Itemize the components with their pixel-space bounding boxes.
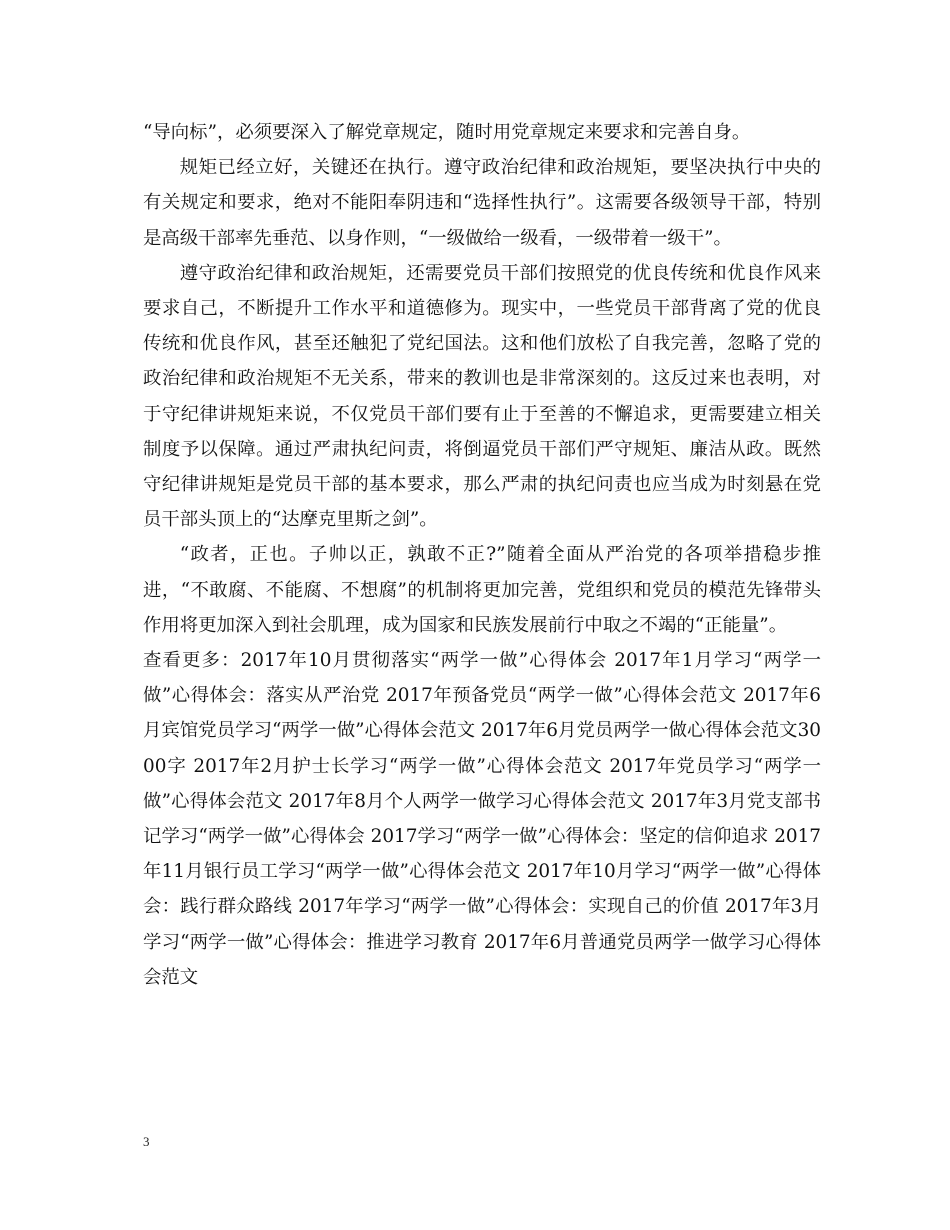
paragraph-party-tradition: 遵守政治纪律和政治规矩，还需要党员干部们按照党的优良传统和优良作风来要求自己，不断提升工作水平和道德修为。现实中，一些党员干部背离了党的优良传统和优良作风，甚至还触犯了党纪国法。这和他们放松了自我完善，忽略了党的政治纪律和政治规矩不无关系，带来的教训也是非常深刻的。这反过来也表明，对于守纪律讲规矩来说，不仅党员干部们要有止于至善的不懈追求，更需要建立相关制度予以保障。通过严肃执纪问责，将倒逼党员干部们严守规矩、廉洁从政。既然守纪律讲规矩是党员干部的基本要求，那么严肃的执纪问责也应当成为时刻悬在党员干部头顶上的“达摩克里斯之剑”。 bbox=[143, 262, 821, 531]
document-page bbox=[143, 115, 821, 995]
paragraph-continuation: “导向标”，必须要深入了解党章规定，随时用党章规定来要求和完善自身。 bbox=[143, 122, 751, 143]
see-more-links: 查看更多：2017年10月贯彻落实“两学一做”心得体会 2017年1月学习“两学一做”心得体会：落实从严治党 2017年预备党员“两学一做”心得体会范文 2017年6月宾馆党员学习“两学一做”心得体会范文 2017年6月党员两学一做心得体会范文3000字 2017年2月护士长学习“两学一做”心得体会范文 2017年党员学习“两学一做”心得体会范文 2017年8月个人两学一做学习心得体会范文 2017年3月党支部书记学习“两学一做”心得体会 2017学习“两学一做”心得体会：坚定的信仰追求 2017年11月银行员工学习“两学一做”心得体会范文 2017年10月学习“两学一做”心得体会：践行群众路线 2017年学习“两学一做”心得体会：实现自己的价值 2017年3月学习“两学一做”心得体会：推进学习教育 2017年6月普通党员两学一做学习心得体会范文 bbox=[143, 650, 821, 988]
paragraph-rules-execution: 规矩已经立好，关键还在执行。遵守政治纪律和政治规矩，要坚决执行中央的有关规定和要求，绝对不能阳奉阴违和“选择性执行”。这需要各级领导干部，特别是高级干部率先垂范、以身作则，“一级做给一级看，一级带着一级干”。 bbox=[143, 157, 821, 249]
page-number: 3 bbox=[143, 1134, 150, 1149]
paragraph-conclusion: “政者，正也。子帅以正，孰敢不正?”随着全面从严治党的各项举措稳步推进，“不敢腐、不能腐、不想腐”的机制将更加完善，党组织和党员的模范先锋带头作用将更加深入到社会肌理，成为国家和民族发展前行中取之不竭的“正能量”。 bbox=[143, 544, 821, 636]
